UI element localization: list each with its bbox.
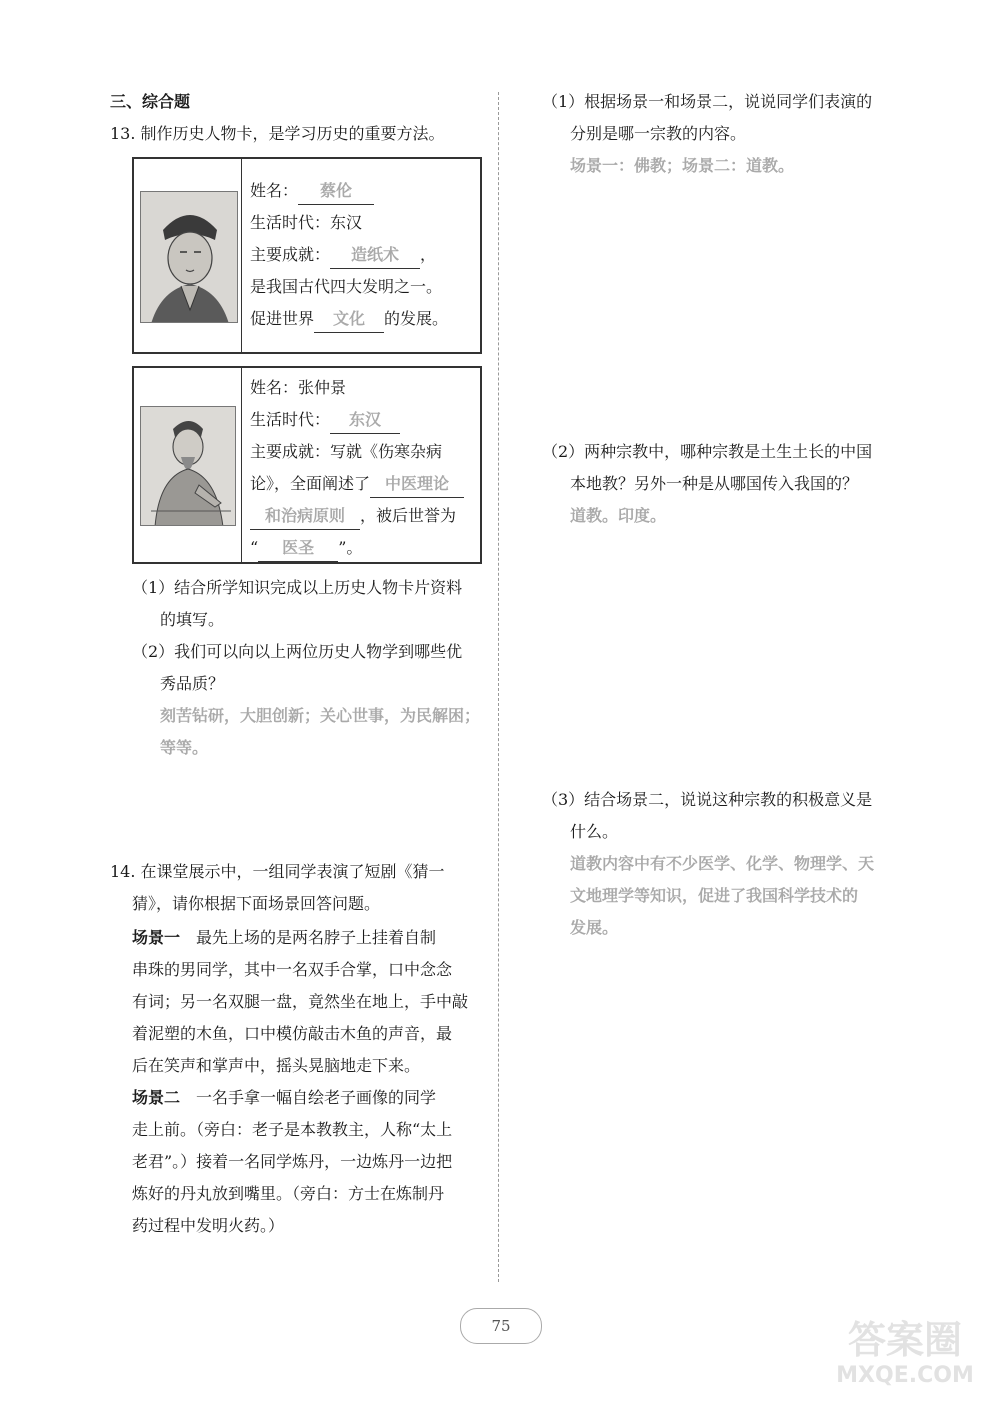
q14-scene1-line1 [132, 922, 436, 954]
r-q3-answer-line2: 文地理学等知识，促进了我国科学技术的 [570, 886, 859, 905]
q13-sub2-answer-line2: 等等。 [160, 738, 209, 757]
card2-era-label: 生活时代： [250, 410, 331, 429]
q13-sub2-answer-line1: 刻苦钻研，大胆创新；关心世事，为民解困； [160, 706, 481, 725]
card2-line4-prefix: 论》，全面阐述了 [250, 474, 371, 493]
card1-name-line [250, 175, 374, 207]
history-card-cai-lun [132, 157, 482, 354]
card1-line5-suffix: 的发展。 [384, 309, 449, 328]
card2-line5-suffix: ，被后世誉为 [360, 506, 457, 525]
card1-achievement-line [250, 239, 436, 271]
r-q2-line2: 本地教？另外一种是从哪国传入我国的？ [570, 474, 859, 493]
r-q1-answer: 场景一：佛教；场景二：道教。 [570, 156, 795, 175]
q14-scene1-line3: 有词；另一名双腿一盘，竟然坐在地上，手中敲 [132, 992, 469, 1011]
zhang-zhongjing-portrait [140, 406, 236, 526]
q13-sub1-line2: 的填写。 [160, 610, 225, 629]
card1-era: 生活时代：东汉 [250, 213, 363, 232]
card1-achievement-tail: ， [420, 245, 437, 264]
q14-scene2-line4: 炼好的丹丸放到嘴里。（旁白：方士在炼制丹 [132, 1184, 445, 1203]
r-q1-line2: 分别是哪一宗教的内容。 [570, 124, 747, 143]
card2-line4 [250, 468, 464, 500]
scene1-text: 最先上场的是两名脖子上挂着自制 [180, 928, 437, 947]
section-heading: 三、综合题 [110, 92, 191, 111]
q14-stem-line1: 14. 在课堂展示中，一组同学表演了短剧《猜一 [110, 862, 445, 881]
card2-line6-prefix: “ [250, 538, 259, 557]
card2-line4-answer: 中医理论 [370, 471, 464, 498]
card1-name-answer: 蔡伦 [298, 178, 374, 205]
scene2-text: 一名手拿一幅自绘老子画像的同学 [180, 1088, 437, 1107]
card2-line5-answer: 和治病原则 [250, 503, 360, 530]
history-card-zhang-zhongjing [132, 366, 482, 564]
q14-scene1-line2: 串珠的男同学，其中一名双手合掌，口中念念 [132, 960, 453, 979]
q14-scene1-line5: 后在笑声和掌声中，摇头晃脑地走下来。 [132, 1056, 421, 1075]
q14-scene2-line2: 走上前。（旁白：老子是本教教主，人称“太上 [132, 1120, 453, 1139]
card2-name: 姓名：张仲景 [250, 378, 347, 397]
q14-stem-line2: 猜》，请你根据下面场景回答问题。 [132, 894, 381, 913]
card2-line3: 主要成就：写就《伤寒杂病 [250, 442, 443, 461]
scene1-label: 场景一 [132, 928, 181, 947]
card2-line5 [250, 500, 456, 532]
q13-sub2-line1: （2）我们可以向以上两位历史人物学到哪些优 [132, 642, 463, 661]
scene2-label: 场景二 [132, 1088, 181, 1107]
card1-achievement-label: 主要成就： [250, 245, 331, 264]
card1-line5 [250, 303, 448, 335]
watermark-logo [820, 1318, 990, 1394]
card2-era-line [250, 404, 400, 436]
r-q3-answer-line1: 道教内容中有不少医学、化学、物理学、天 [570, 854, 875, 873]
card1-line5-prefix: 促进世界 [250, 309, 315, 328]
q14-scene2-line5: 药过程中发明火药。） [132, 1216, 285, 1235]
q14-scene1-line4: 着泥塑的木鱼，口中模仿敲击木鱼的声音，最 [132, 1024, 453, 1043]
q13-sub2-line2: 秀品质？ [160, 674, 225, 693]
watermark-top: 答案圈 [847, 1318, 962, 1362]
r-q3-line1: （3）结合场景二，说说这种宗教的积极意义是 [542, 790, 873, 809]
card2-era-answer: 东汉 [330, 407, 400, 434]
card1-achievement-answer: 造纸术 [330, 242, 420, 269]
card1-line5-answer: 文化 [314, 306, 384, 333]
q14-scene2-line1 [132, 1082, 436, 1114]
r-q3-line2: 什么。 [570, 822, 619, 841]
r-q3-answer-line3: 发展。 [570, 918, 619, 937]
q13-stem: 13. 制作历史人物卡，是学习历史的重要方法。 [110, 124, 445, 143]
card2-line6 [250, 532, 362, 564]
card2-line6-answer: 医圣 [258, 535, 338, 562]
card1-name-label: 姓名： [250, 181, 299, 200]
page-number: 75 [460, 1308, 542, 1344]
card1-line4: 是我国古代四大发明之一。 [250, 277, 443, 296]
column-divider [498, 92, 499, 1282]
r-q1-line1: （1）根据场景一和场景二，说说同学们表演的 [542, 92, 873, 111]
r-q2-line1: （2）两种宗教中，哪种宗教是土生土长的中国 [542, 442, 873, 461]
cai-lun-portrait [140, 191, 238, 323]
card2-line6-suffix: ”。 [338, 538, 363, 557]
r-q2-answer: 道教。印度。 [570, 506, 667, 525]
q13-sub1-line1: （1）结合所学知识完成以上历史人物卡片资料 [132, 578, 463, 597]
watermark-bottom: MXQE.COM [836, 1363, 974, 1388]
q14-scene2-line3: 老君”。）接着一名同学炼丹，一边炼丹一边把 [132, 1152, 453, 1171]
